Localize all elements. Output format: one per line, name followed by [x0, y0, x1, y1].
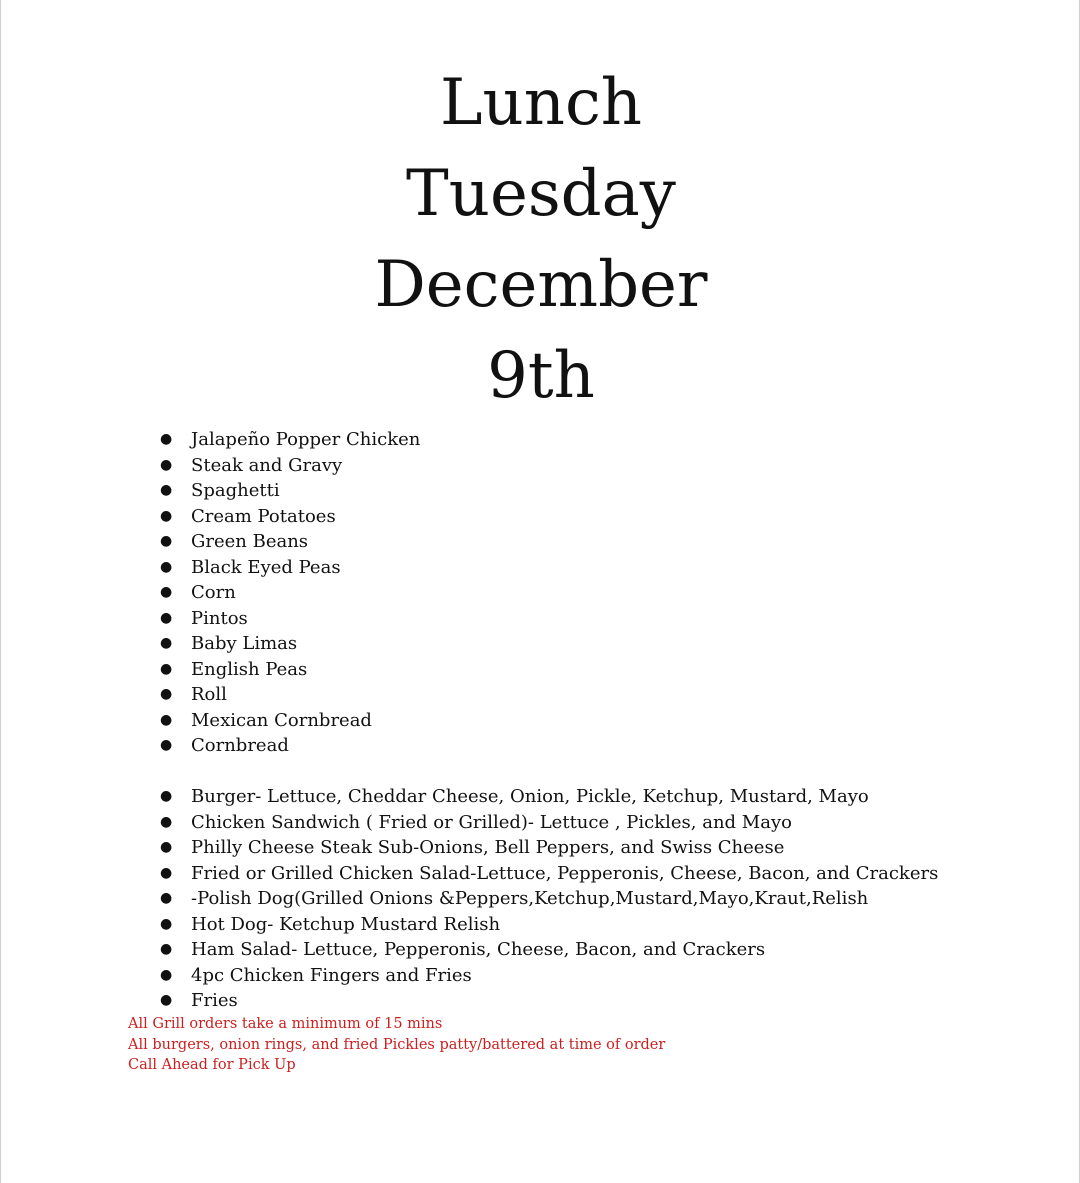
hot-menu-item: [1, 631, 1080, 657]
hot-menu-item: [1, 453, 1080, 479]
bullet-icon: ●: [160, 558, 173, 575]
hot-menu-item: [1, 708, 1080, 734]
grill-menu-item: [1, 886, 1080, 912]
grill-menu-item-label: Chicken Sandwich ( Fried or Grilled)- Lettuce , Pickles, and Mayo: [191, 811, 792, 833]
hot-menu-item: [1, 555, 1080, 581]
grill-menu-item: [1, 912, 1080, 938]
hot-menu-item-label: Pintos: [191, 607, 248, 629]
grill-menu-item: [1, 988, 1080, 1014]
title-month: December: [374, 248, 708, 322]
hot-menu-item: [1, 682, 1080, 708]
order-note: All Grill orders take a minimum of 15 mins: [128, 1016, 443, 1032]
grill-menu-item-label: -Polish Dog(Grilled Onions &Peppers,Ketchup,Mustard,Mayo,Kraut,Relish: [191, 888, 869, 909]
bullet-icon: ●: [160, 711, 173, 728]
bullet-icon: ●: [160, 966, 173, 983]
hot-menu-item-label: Jalapeño Popper Chicken: [191, 429, 421, 450]
hot-menu-item: [1, 657, 1080, 683]
bullet-icon: ●: [160, 941, 173, 957]
menu-title: [1, 58, 1080, 422]
bullet-icon: ●: [160, 839, 173, 855]
hot-menu-item-label: Green Beans: [191, 531, 309, 552]
bullet-icon: ●: [160, 482, 173, 498]
bullet-icon: ●: [160, 864, 173, 881]
bullet-icon: ●: [160, 660, 173, 677]
bullet-icon: ●: [160, 788, 173, 804]
bullet-icon: ●: [160, 686, 173, 702]
hot-menu-item-label: Cornbread: [191, 735, 289, 756]
grill-menu-item: [1, 861, 1080, 887]
hot-menu-item-label: Mexican Cornbread: [191, 709, 372, 731]
grill-menu-item: [1, 963, 1080, 989]
hot-menu-item-label: Baby Limas: [191, 633, 298, 654]
hot-menu-item: [1, 529, 1080, 555]
hot-menu-item-label: English Peas: [191, 658, 308, 680]
hot-menu-item: [1, 504, 1080, 530]
bullet-icon: ●: [160, 915, 173, 932]
hot-menu-item: [1, 733, 1080, 759]
hot-menu-item: [1, 478, 1080, 504]
grill-menu-item-label: Fried or Grilled Chicken Salad-Lettuce, Pepperonis, Cheese, Bacon, and Crackers: [191, 862, 939, 884]
grill-menu-item: [1, 810, 1080, 836]
grill-menu-item: [1, 835, 1080, 861]
title-weekday: Tuesday: [406, 157, 676, 231]
title-meal: Lunch: [440, 66, 642, 140]
bullet-icon: ●: [160, 813, 173, 830]
hot-menu-item-label: Roll: [191, 684, 227, 705]
bullet-icon: ●: [160, 456, 173, 473]
grill-menu-item-label: 4pc Chicken Fingers and Fries: [191, 964, 472, 986]
hot-menu-list: [1, 427, 1080, 759]
grill-menu-item-label: Hot Dog- Ketchup Mustard Relish: [191, 913, 501, 935]
order-note: Call Ahead for Pick Up: [128, 1057, 296, 1073]
grill-menu-item: [1, 937, 1080, 963]
hot-menu-item: [1, 427, 1080, 453]
order-note: All burgers, onion rings, and fried Pickles patty/battered at time of order: [128, 1036, 666, 1053]
hot-menu-item-label: Spaghetti: [191, 480, 280, 501]
hot-menu-item-label: Black Eyed Peas: [191, 556, 341, 578]
hot-menu-item-label: Corn: [191, 582, 236, 603]
grill-menu-item: [1, 784, 1080, 810]
hot-menu-item-label: Steak and Gravy: [191, 454, 343, 476]
bullet-icon: ●: [160, 431, 173, 447]
bullet-icon: ●: [160, 609, 173, 626]
grill-menu-item-label: Philly Cheese Steak Sub-Onions, Bell Peppers, and Swiss Cheese: [191, 837, 785, 858]
bullet-icon: ●: [160, 737, 173, 753]
bullet-icon: ●: [160, 507, 173, 524]
grill-menu-item-label: Ham Salad- Lettuce, Pepperonis, Cheese, Bacon, and Crackers: [191, 939, 766, 960]
bullet-icon: ●: [160, 533, 173, 549]
grill-menu-item-label: Fries: [191, 990, 238, 1011]
bullet-icon: ●: [160, 635, 173, 651]
hot-menu-item-label: Cream Potatoes: [191, 505, 336, 527]
order-notes: [128, 1014, 665, 1076]
bullet-icon: ●: [160, 992, 173, 1008]
hot-menu-item: [1, 580, 1080, 606]
grill-menu-list: [1, 784, 1080, 1014]
bullet-icon: ●: [160, 890, 173, 906]
title-day: 9th: [487, 339, 595, 413]
hot-menu-item: [1, 606, 1080, 632]
bullet-icon: ●: [160, 584, 173, 600]
grill-menu-item-label: Burger- Lettuce, Cheddar Cheese, Onion, Pickle, Ketchup, Mustard, Mayo: [191, 786, 869, 807]
